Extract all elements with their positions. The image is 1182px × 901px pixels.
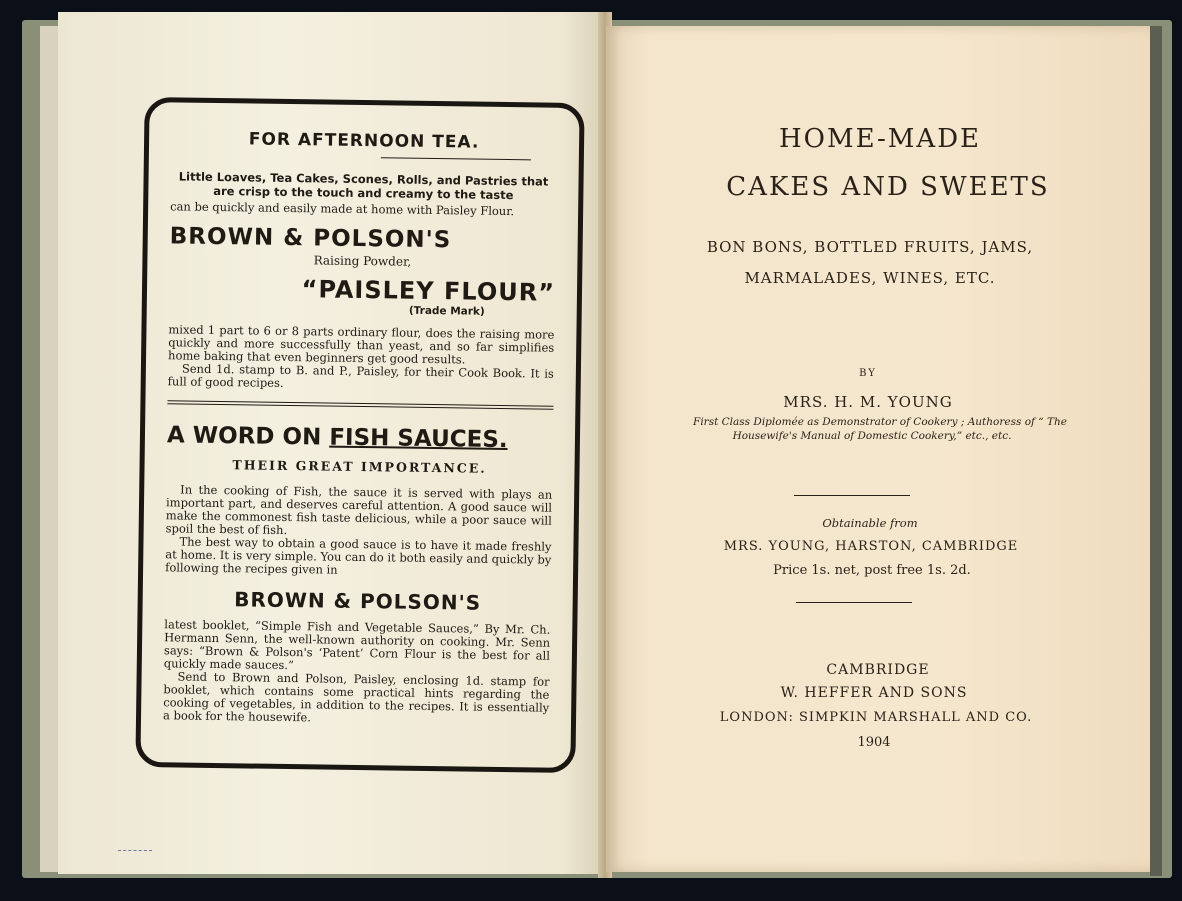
divider-rule-top (794, 495, 910, 496)
ad-brand-name: BROWN & POLSON'S (169, 223, 452, 254)
section-divider (167, 400, 553, 409)
ad-tagline-line1: Little Loaves, Tea Cakes, Scones, Rolls, and Pastries that (178, 169, 549, 189)
heading-underline (381, 157, 531, 160)
pencil-mark (118, 850, 152, 854)
heading-plain-text: A WORD ON (166, 422, 330, 451)
publisher-city: CAMBRIDGE (826, 662, 930, 678)
author-credentials-line2: Housewife's Manual of Domestic Cookery,” etc., etc. (732, 430, 1012, 442)
ad-tagline-line2: are crisp to the touch and creamy to the taste (213, 183, 514, 203)
subtitle-line1: BON BONS, BOTTLED FRUITS, JAMS, (706, 238, 1034, 256)
heading-underlined-text: FISH SAUCES. (329, 424, 508, 454)
seller-address: MRS. YOUNG, HARSTON, CAMBRIDGE (723, 539, 1019, 554)
ad-intro: can be quickly and easily made at home with Paisley Flour. (170, 199, 515, 219)
ad-product-line: Raising Powder, (313, 253, 412, 269)
obtainable-from: Obtainable from (822, 516, 918, 530)
ad-para-3: latest booklet, “Simple Fish and Vegetable Sauces,” By Mr. Ch. Hermann Senn, the well-known authority on cooking. Mr. Senn says: “Brown & Polson's ‘Patent’ Corn Flour is the best for all quickly made sauces.” (163, 617, 551, 673)
author-credentials-line1: First Class Diplomée as Demonstrator of Cookery ; Authoress of “ The (693, 416, 1067, 428)
ad-para-4: Send to Brown and Polson, Paisley, enclosing 1d. stamp for booklet, which contains some practical hints regarding the cooking of vegetables, in addition to the recipes. It is essentially a book for the housewife. (162, 669, 550, 725)
ad-body-text: mixed 1 part to 6 or 8 parts ordinary flour, does the raising more quickly and more successfully than yeast, and so far simplifies home baking that even beginners get good results. (167, 322, 555, 367)
publication-year: 1904 (857, 735, 891, 750)
divider-rule-bottom (796, 602, 912, 603)
ad-heading-afternoon-tea: FOR AFTERNOON TEA. (248, 129, 480, 153)
book-price: Price 1s. net, post free 1s. 2d. (773, 563, 971, 578)
title-page (606, 26, 1154, 872)
ad-subheading: THEIR GREAT IMPORTANCE. (232, 457, 487, 476)
ad-para-2: The best way to obtain a good sauce is to have it made freshly at home. It is very simple. You can do it both easily and quickly by following the recipes given in (165, 534, 552, 577)
book-title-line2: CAKES AND SWEETS (726, 172, 1050, 202)
advertisement-frame (135, 97, 584, 773)
by-label: BY (859, 368, 877, 379)
ad-cookbook-text: Send 1d. stamp to B. and P., Paisley, for their Cook Book. It is full of good recipes. (167, 361, 554, 390)
ad-para-1: In the cooking of Fish, the sauce it is served with plays an important part, and deserves careful attention. A good sauce will make the commonest fish taste delicious, while a poor sauce will spoil the best of fish. (165, 482, 553, 537)
publisher-name: W. HEFFER AND SONS (780, 685, 968, 701)
london-publisher: LONDON: SIMPKIN MARSHALL AND CO. (719, 710, 1033, 725)
ad-product-name: “PAISLEY FLOUR” (301, 275, 556, 307)
ad-trade-mark: (Trade Mark) (408, 304, 485, 318)
subtitle-line2: MARMALADES, WINES, ETC. (744, 269, 996, 287)
author-name: MRS. H. M. YOUNG (783, 393, 953, 411)
ad-brand-name-2: BROWN & POLSON'S (234, 587, 482, 615)
book-title-line1: HOME-MADE (778, 124, 982, 154)
ad-heading-fish-sauces (167, 422, 553, 453)
